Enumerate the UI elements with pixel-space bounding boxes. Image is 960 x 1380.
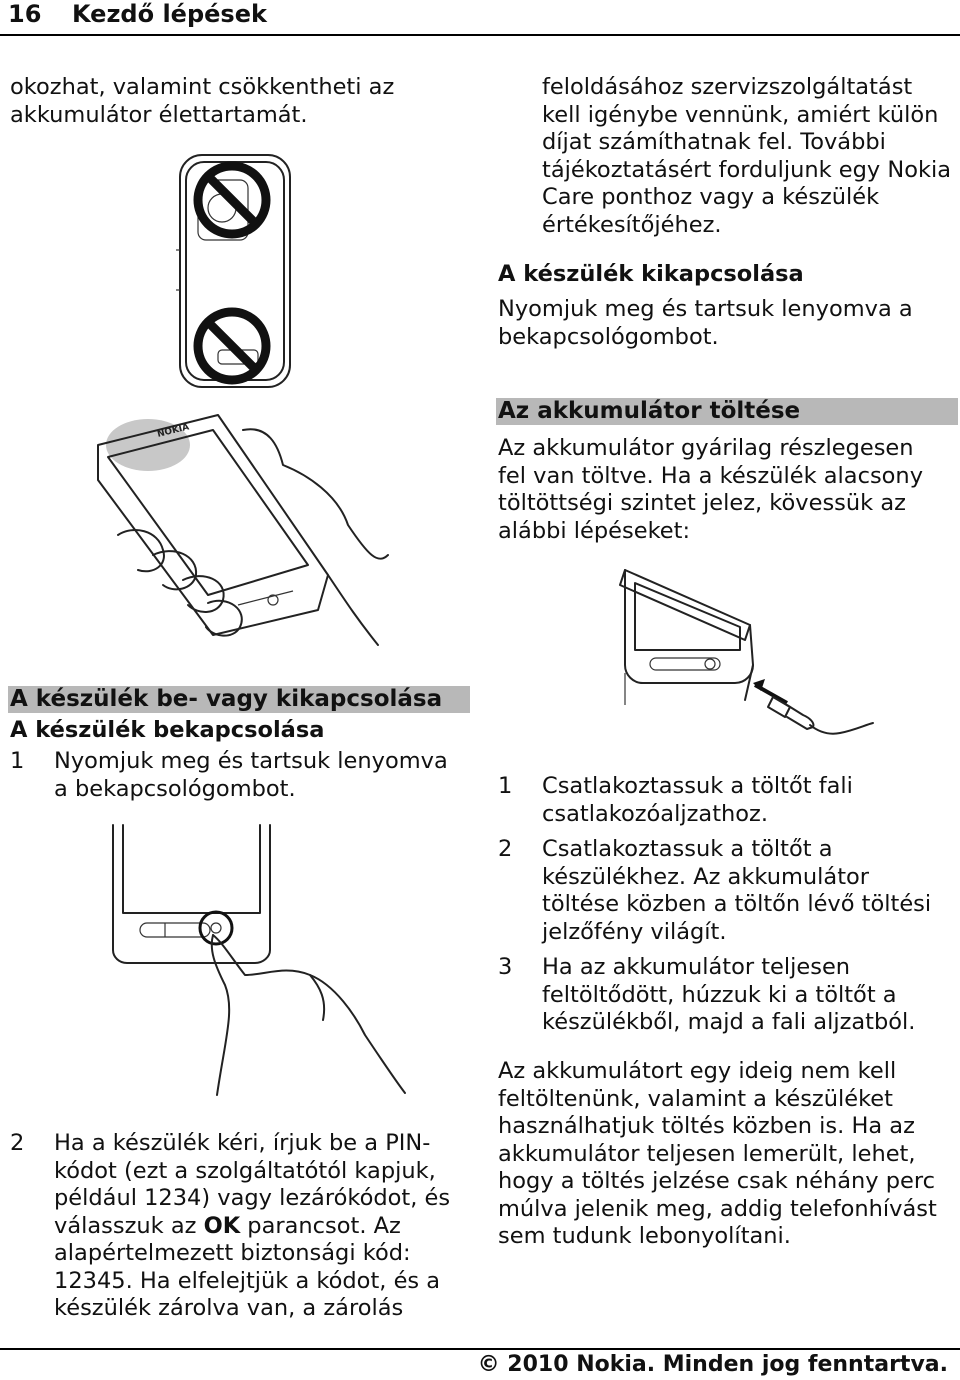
section-heading-charging: Az akkumulátor töltése [496,398,958,425]
power-off-heading: A készülék kikapcsolása [498,261,804,287]
page-number: 16 [8,0,42,28]
step-text: Ha az akkumulátor teljesen feltöltődött, húzzuk ki a töltőt a készülékből, majd a fali aljzatból. [542,954,916,1035]
power-off-text: Nyomjuk meg és tartsuk lenyomva a bekapcsológombot. [498,296,913,350]
chapter-title: Kezdő lépések [72,0,267,28]
charging-intro-text: Az akkumulátor gyárilag részlegesen fel van töltve. Ha a készülék alacsony töltöttségi szintet jelez, kövessük az alábbi lépéseket: [498,435,924,544]
step-text: Ha a készülék kéri, írjuk be a PIN-kódot (ezt a szolgáltatótól kapjuk, például 1234) vagy lezárókódot, és válasszuk az OK parancsot. Az alapértelmezett biztonsági kód: 12345. Ha elfelejtjük a kódot, és a készülék zárolva van, a zárolás [54,1130,451,1321]
finger-pressing-power-key-illustration [105,825,405,1095]
step-number: 1 [10,748,25,774]
power-on-step-1 [10,748,460,803]
charging-steps [498,773,948,1037]
left-intro-text: okozhat, valamint csökkentheti az akkumulátor élettartamát. [10,74,395,128]
step-number: 1 [498,773,513,799]
step-text: Nyomjuk meg és tartsuk lenyomva a bekapcsológombot. [54,748,448,802]
charging-step-3 [498,954,948,1037]
step-text: Csatlakoztassuk a töltőt fali csatlakozóaljzathoz. [542,773,853,827]
charger-connection-illustration [615,565,875,775]
page-header [0,0,960,36]
phone-back-illustration [170,150,300,390]
power-on-step-2 [10,1130,460,1323]
prohibition-icon [198,312,266,380]
step-number: 2 [10,1130,25,1156]
ok-command: OK [203,1212,241,1239]
section-heading-power: A készülék be- vagy kikapcsolása [8,686,470,713]
step-text: Csatlakoztassuk a töltőt a készülékhez. Az akkumulátor töltése közben a töltőn lévő töltési jelzőfény világít. [542,836,932,945]
footer-divider [0,1348,960,1350]
phone-brand-label: NOKIA [156,422,191,440]
step-number: 2 [498,836,513,862]
hand-holding-phone-illustration [78,405,398,655]
step-number: 3 [498,954,513,980]
copyright-notice: © 2010 Nokia. Minden jog fenntartva. [477,1352,948,1377]
right-intro-text: feloldásához szervizszolgáltatást kell igénybe vennünk, amiért külön díjat számíthatnak fel. További tájékoztatásért forduljunk egy Nokia Care ponthoz vagy a készülék értékesítőjéhez. [542,74,952,238]
charging-step-1 [498,773,948,828]
charging-step-2 [498,836,948,946]
subsection-heading-power-on: A készülék bekapcsolása [10,717,325,743]
charging-closing-text: Az akkumulátort egy ideig nem kell feltöltenünk, valamint a készüléket használhatjuk töltés közben is. Ha az akkumulátor teljesen lemerült, lehet, hogy a töltés jelzése csak néhány perc múlva jelenik meg, addig telefonhívást sem tudunk lebonyolítani. [498,1058,937,1249]
prohibition-icon [198,166,266,234]
